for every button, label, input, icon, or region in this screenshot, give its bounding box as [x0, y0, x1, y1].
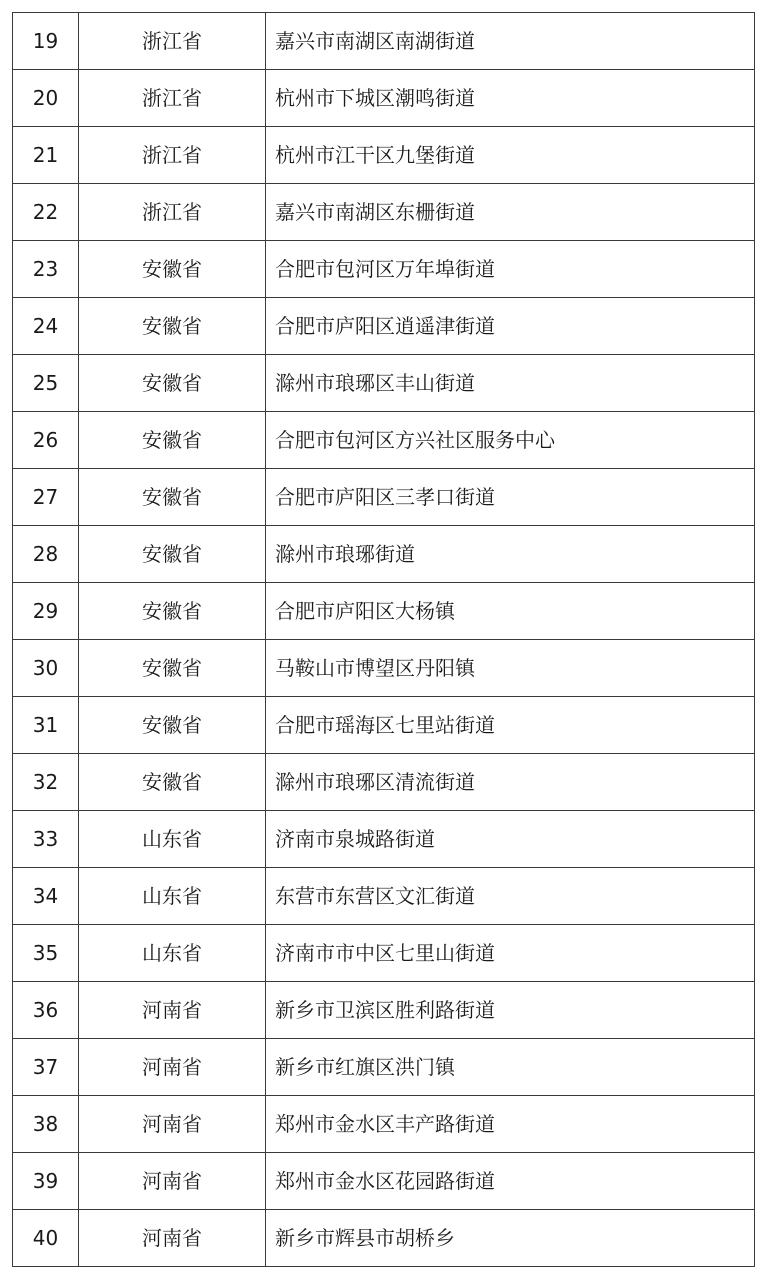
address-cell: 济南市市中区七里山街道: [266, 925, 755, 982]
row-number: 31: [13, 697, 79, 754]
province-cell: 河南省: [79, 1153, 266, 1210]
province-cell: 浙江省: [79, 70, 266, 127]
row-number: 26: [13, 412, 79, 469]
row-number: 38: [13, 1096, 79, 1153]
table-row: [13, 1039, 755, 1096]
row-number: 30: [13, 640, 79, 697]
row-number: 22: [13, 184, 79, 241]
address-cell: 滁州市琅琊区清流街道: [266, 754, 755, 811]
address-cell: 杭州市江干区九堡街道: [266, 127, 755, 184]
province-cell: 浙江省: [79, 13, 266, 70]
province-cell: 安徽省: [79, 412, 266, 469]
address-cell: 嘉兴市南湖区南湖街道: [266, 13, 755, 70]
table-row: [13, 1210, 755, 1267]
province-cell: 山东省: [79, 868, 266, 925]
row-number: 21: [13, 127, 79, 184]
address-cell: 新乡市红旗区洪门镇: [266, 1039, 755, 1096]
address-cell: 新乡市卫滨区胜利路街道: [266, 982, 755, 1039]
table-row: [13, 1153, 755, 1210]
address-cell: 嘉兴市南湖区东栅街道: [266, 184, 755, 241]
address-cell: 合肥市庐阳区大杨镇: [266, 583, 755, 640]
province-cell: 安徽省: [79, 697, 266, 754]
province-cell: 山东省: [79, 925, 266, 982]
province-cell: 安徽省: [79, 526, 266, 583]
table-row: [13, 412, 755, 469]
row-number: 29: [13, 583, 79, 640]
table-row: [13, 640, 755, 697]
province-cell: 安徽省: [79, 298, 266, 355]
row-number: 27: [13, 469, 79, 526]
province-cell: 安徽省: [79, 241, 266, 298]
row-number: 25: [13, 355, 79, 412]
row-number: 23: [13, 241, 79, 298]
table-row: [13, 868, 755, 925]
table-row: [13, 298, 755, 355]
address-cell: 新乡市辉县市胡桥乡: [266, 1210, 755, 1267]
table-row: [13, 811, 755, 868]
province-cell: 河南省: [79, 1210, 266, 1267]
address-cell: 东营市东营区文汇街道: [266, 868, 755, 925]
table-row: [13, 754, 755, 811]
row-number: 32: [13, 754, 79, 811]
table-row: [13, 70, 755, 127]
table-row: [13, 697, 755, 754]
row-number: 40: [13, 1210, 79, 1267]
table-row: [13, 241, 755, 298]
province-cell: 安徽省: [79, 754, 266, 811]
row-number: 33: [13, 811, 79, 868]
province-cell: 安徽省: [79, 640, 266, 697]
address-cell: 滁州市琅琊区丰山街道: [266, 355, 755, 412]
table-row: [13, 13, 755, 70]
row-number: 34: [13, 868, 79, 925]
address-cell: 马鞍山市博望区丹阳镇: [266, 640, 755, 697]
row-number: 39: [13, 1153, 79, 1210]
table-row: [13, 982, 755, 1039]
table-row: [13, 1096, 755, 1153]
province-cell: 河南省: [79, 1096, 266, 1153]
address-cell: 杭州市下城区潮鸣街道: [266, 70, 755, 127]
address-cell: 合肥市包河区万年埠街道: [266, 241, 755, 298]
table-row: [13, 184, 755, 241]
address-cell: 合肥市瑶海区七里站街道: [266, 697, 755, 754]
table-row: [13, 526, 755, 583]
province-cell: 河南省: [79, 1039, 266, 1096]
table-row: [13, 583, 755, 640]
table-row: [13, 469, 755, 526]
province-cell: 安徽省: [79, 355, 266, 412]
province-cell: 河南省: [79, 982, 266, 1039]
table-body: [13, 13, 755, 1267]
row-number: 36: [13, 982, 79, 1039]
province-cell: 安徽省: [79, 583, 266, 640]
address-cell: 郑州市金水区丰产路街道: [266, 1096, 755, 1153]
street-list-table-container: [12, 12, 754, 1267]
table-row: [13, 127, 755, 184]
row-number: 24: [13, 298, 79, 355]
row-number: 35: [13, 925, 79, 982]
address-cell: 济南市泉城路街道: [266, 811, 755, 868]
row-number: 20: [13, 70, 79, 127]
province-cell: 山东省: [79, 811, 266, 868]
address-cell: 郑州市金水区花园路街道: [266, 1153, 755, 1210]
address-cell: 合肥市包河区方兴社区服务中心: [266, 412, 755, 469]
row-number: 19: [13, 13, 79, 70]
row-number: 37: [13, 1039, 79, 1096]
province-cell: 安徽省: [79, 469, 266, 526]
address-cell: 滁州市琅琊街道: [266, 526, 755, 583]
street-list-table: [12, 12, 755, 1267]
table-row: [13, 355, 755, 412]
table-row: [13, 925, 755, 982]
province-cell: 浙江省: [79, 184, 266, 241]
address-cell: 合肥市庐阳区三孝口街道: [266, 469, 755, 526]
province-cell: 浙江省: [79, 127, 266, 184]
address-cell: 合肥市庐阳区逍遥津街道: [266, 298, 755, 355]
row-number: 28: [13, 526, 79, 583]
